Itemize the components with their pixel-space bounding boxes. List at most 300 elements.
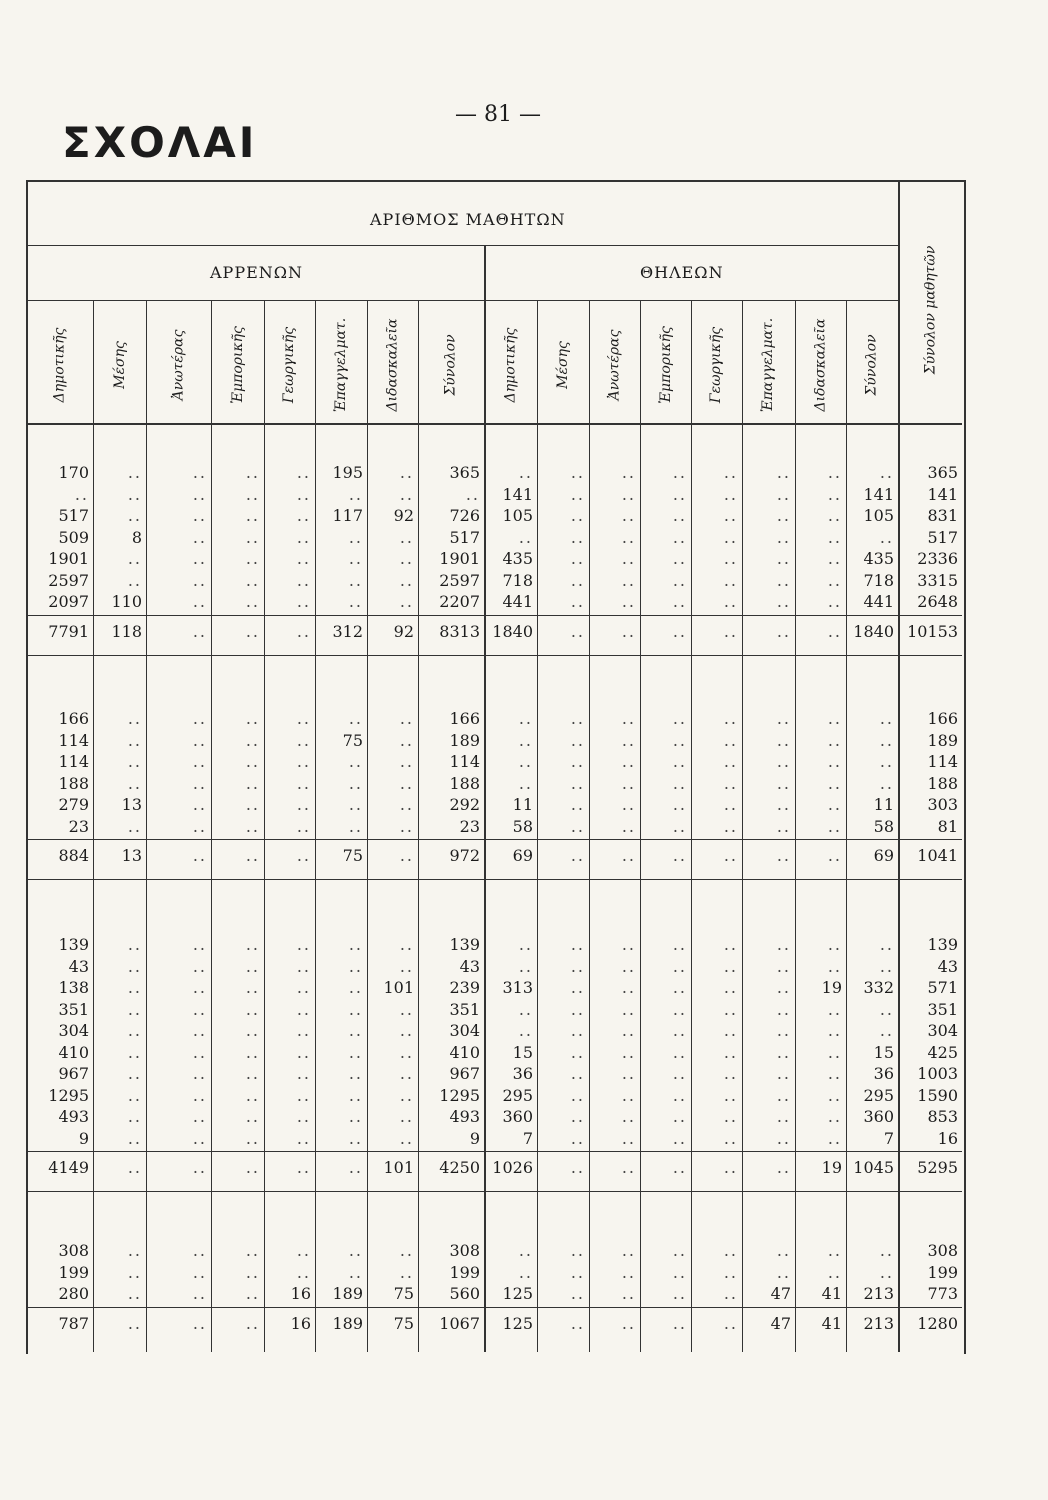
table-cell: .. <box>245 1284 260 1303</box>
table-cell: .. <box>672 1128 687 1148</box>
table-cell: .. <box>399 463 414 482</box>
column-header <box>367 310 418 420</box>
table-cell: 351 <box>927 999 958 1019</box>
table-cell: .. <box>827 816 842 836</box>
table-cell: 11 <box>512 795 533 814</box>
table-cell: .. <box>296 956 311 976</box>
column-header <box>93 310 146 420</box>
table-cell: .. <box>723 1107 738 1126</box>
table-cell: .. <box>570 1128 585 1148</box>
table-cell: .. <box>399 1262 414 1282</box>
table-cell: .. <box>399 1241 414 1260</box>
table-cell: .. <box>776 1042 791 1062</box>
table-cell: .. <box>879 773 894 793</box>
table-cell: .. <box>570 978 585 997</box>
table-cell: .. <box>879 730 894 750</box>
table-cell: 425 <box>927 1042 958 1062</box>
total-cell: .. <box>723 846 738 865</box>
table-cell: 58 <box>512 816 533 836</box>
table-cell: 125 <box>502 1284 533 1303</box>
table-cell: .. <box>127 1284 142 1303</box>
table-cell: .. <box>723 1021 738 1040</box>
table-cell: 195 <box>332 463 363 482</box>
table-cell: .. <box>776 484 791 504</box>
column-header-label: Μέσης <box>111 341 128 389</box>
table-cell: 308 <box>58 1241 89 1260</box>
table-cell: 517 <box>927 527 958 547</box>
table-cell: .. <box>570 1107 585 1126</box>
total-cell: .. <box>672 621 687 641</box>
column-header-label: Μέσης <box>554 341 571 389</box>
table-cell: .. <box>879 999 894 1019</box>
column-header-label: Ἀνωτέρας <box>606 329 623 401</box>
column-header <box>264 310 315 420</box>
table-cell: .. <box>465 484 480 504</box>
subtotal-rule <box>26 1307 962 1308</box>
table-cell: .. <box>723 1064 738 1083</box>
table-cell: .. <box>296 1262 311 1282</box>
table-cell: 435 <box>863 549 894 568</box>
table-cell: .. <box>518 752 533 771</box>
column-header-label: Σύνολον <box>442 334 459 396</box>
table-cell: .. <box>192 1241 207 1260</box>
table-cell: .. <box>827 773 842 793</box>
table-cell: .. <box>192 752 207 771</box>
table-cell: .. <box>621 1042 636 1062</box>
table-cell: 36 <box>873 1064 894 1083</box>
table-cell: .. <box>245 484 260 504</box>
table-cell: .. <box>879 1021 894 1040</box>
table-cell: .. <box>245 795 260 814</box>
column-header <box>537 310 589 420</box>
total-cell: .. <box>672 846 687 865</box>
table-cell: .. <box>296 935 311 954</box>
table-cell: .. <box>621 709 636 728</box>
total-cell: 972 <box>449 846 480 865</box>
total-cell: .. <box>127 1313 142 1333</box>
table-cell: .. <box>296 1107 311 1126</box>
table-cell: 517 <box>449 527 480 547</box>
table-cell: .. <box>192 1128 207 1148</box>
table-cell: .. <box>723 956 738 976</box>
table-cell: .. <box>518 1241 533 1260</box>
table-cell: .. <box>723 592 738 611</box>
table-cell: .. <box>296 730 311 750</box>
table-cell: .. <box>399 570 414 590</box>
table-cell: .. <box>296 1128 311 1148</box>
table-cell: 43 <box>937 956 958 976</box>
total-cell: 75 <box>342 846 363 865</box>
table-cell: 114 <box>58 730 89 750</box>
total-cell: 189 <box>332 1313 363 1333</box>
table-cell: .. <box>621 484 636 504</box>
table-cell: .. <box>192 549 207 568</box>
total-cell: .. <box>245 621 260 641</box>
table-cell: 313 <box>502 978 533 997</box>
table-cell: 141 <box>927 484 958 504</box>
table-cell: .. <box>348 592 363 611</box>
total-cell: 7791 <box>48 621 89 641</box>
total-cell: 787 <box>58 1313 89 1333</box>
total-cell: .. <box>245 1158 260 1177</box>
table-cell: 75 <box>393 1284 414 1303</box>
table-cell: .. <box>776 773 791 793</box>
total-cell: .. <box>192 621 207 641</box>
table-cell: .. <box>776 816 791 836</box>
total-cell: .. <box>672 1158 687 1177</box>
table-cell: .. <box>399 1128 414 1148</box>
total-cell: 69 <box>873 846 894 865</box>
table-cell: 493 <box>58 1107 89 1126</box>
table-cell: .. <box>348 1107 363 1126</box>
table-cell: .. <box>296 709 311 728</box>
table-cell: .. <box>672 795 687 814</box>
table-cell: .. <box>827 527 842 547</box>
table-cell: .. <box>245 1107 260 1126</box>
table-cell: 410 <box>58 1042 89 1062</box>
group-female-label: ΘΗΛΕΩΝ <box>640 263 724 282</box>
table-cell: .. <box>348 816 363 836</box>
table-cell: .. <box>192 978 207 997</box>
total-cell: .. <box>776 621 791 641</box>
table-cell: .. <box>570 730 585 750</box>
total-cell: 1067 <box>439 1313 480 1333</box>
table-cell: .. <box>621 978 636 997</box>
column-header-label: Διδασκαλεῖα <box>384 318 401 412</box>
table-cell: 114 <box>58 752 89 771</box>
table-cell: .. <box>776 752 791 771</box>
column-header-label: Ἐπαγγελματ. <box>760 317 777 413</box>
table-cell: .. <box>879 1262 894 1282</box>
table-cell: 213 <box>863 1284 894 1303</box>
table-cell: .. <box>127 1042 142 1062</box>
table-cell: .. <box>127 935 142 954</box>
total-cell: 4250 <box>439 1158 480 1177</box>
table-cell: .. <box>348 935 363 954</box>
table-cell: 114 <box>449 752 480 771</box>
table-cell: .. <box>245 935 260 954</box>
table-cell: .. <box>827 1064 842 1083</box>
table-cell: 43 <box>68 956 89 976</box>
table-cell: .. <box>348 570 363 590</box>
table-cell: .. <box>127 1107 142 1126</box>
table-cell: .. <box>776 549 791 568</box>
table-cell: 15 <box>873 1042 894 1062</box>
table-cell: .. <box>296 816 311 836</box>
table-cell: .. <box>621 1064 636 1083</box>
table-cell: 139 <box>927 935 958 954</box>
table-cell: .. <box>776 1262 791 1282</box>
table-cell: 726 <box>449 506 480 525</box>
table-cell: .. <box>621 795 636 814</box>
table-cell: 16 <box>937 1128 958 1148</box>
table-cell: 101 <box>383 978 414 997</box>
table-cell: .. <box>672 463 687 482</box>
total-cell: .. <box>827 621 842 641</box>
table-cell: .. <box>672 1042 687 1062</box>
total-cell: .. <box>723 1158 738 1177</box>
table-cell: .. <box>296 1064 311 1083</box>
table-cell: .. <box>348 549 363 568</box>
table-cell: 8 <box>131 527 142 547</box>
table-cell: .. <box>518 730 533 750</box>
table-cell: 853 <box>927 1107 958 1126</box>
table-cell: .. <box>621 592 636 611</box>
table-cell: .. <box>776 1085 791 1105</box>
total-cell: .. <box>296 621 311 641</box>
table-cell: .. <box>672 527 687 547</box>
table-cell: 308 <box>449 1241 480 1260</box>
total-cell: .. <box>776 846 791 865</box>
table-cell: .. <box>827 1262 842 1282</box>
table-cell: 2207 <box>439 592 480 611</box>
column-header-label: Γεωργικῆς <box>708 326 725 404</box>
table-cell: .. <box>296 978 311 997</box>
table-cell: .. <box>192 1064 207 1083</box>
total-cell: .. <box>621 621 636 641</box>
table-cell: .. <box>192 484 207 504</box>
table-cell: .. <box>776 1021 791 1040</box>
table-cell: 41 <box>821 1284 842 1303</box>
table-cell: .. <box>74 484 89 504</box>
table-cell: .. <box>672 816 687 836</box>
table-cell: 435 <box>502 549 533 568</box>
table-caption: ΑΡΙΘΜΟΣ ΜΑΘΗΤΩΝ <box>370 210 566 229</box>
table-cell: .. <box>827 795 842 814</box>
table-cell: 308 <box>927 1241 958 1260</box>
total-cell: 1026 <box>492 1158 533 1177</box>
total-cell: .. <box>827 846 842 865</box>
column-header <box>742 310 795 420</box>
table-cell: .. <box>776 956 791 976</box>
table-cell: .. <box>296 1021 311 1040</box>
total-cell: .. <box>296 846 311 865</box>
total-cell: .. <box>570 621 585 641</box>
table-cell: .. <box>192 1085 207 1105</box>
table-cell: .. <box>827 463 842 482</box>
table-cell: 967 <box>58 1064 89 1083</box>
table-cell: .. <box>192 1262 207 1282</box>
table-cell: .. <box>399 730 414 750</box>
table-cell: .. <box>127 978 142 997</box>
table-cell: 105 <box>863 506 894 525</box>
table-cell: .. <box>570 773 585 793</box>
table-cell: .. <box>723 1284 738 1303</box>
table-cell: .. <box>827 484 842 504</box>
table-cell: .. <box>296 773 311 793</box>
table-cell: .. <box>723 1262 738 1282</box>
table-cell: 410 <box>449 1042 480 1062</box>
table-cell: .. <box>723 978 738 997</box>
table-cell: 189 <box>449 730 480 750</box>
table-cell: 365 <box>927 463 958 482</box>
subtotal-rule <box>26 1151 962 1152</box>
table-cell: .. <box>776 570 791 590</box>
table-cell: .. <box>879 463 894 482</box>
table-cell: .. <box>776 592 791 611</box>
table-cell: 493 <box>449 1107 480 1126</box>
table-cell: .. <box>245 1128 260 1148</box>
table-cell: .. <box>621 1085 636 1105</box>
table-cell: .. <box>672 956 687 976</box>
table-cell: 517 <box>58 506 89 525</box>
table-cell: .. <box>192 463 207 482</box>
table-cell: 16 <box>290 1284 311 1303</box>
table-cell: .. <box>245 730 260 750</box>
table-cell: .. <box>127 773 142 793</box>
column-header <box>795 310 846 420</box>
table-cell: 189 <box>927 730 958 750</box>
table-cell: .. <box>127 484 142 504</box>
table-cell: .. <box>621 1262 636 1282</box>
total-cell: 75 <box>393 1313 414 1333</box>
table-cell: .. <box>192 999 207 1019</box>
total-cell: 41 <box>821 1313 842 1333</box>
table-cell: 141 <box>502 484 533 504</box>
table-cell: .. <box>245 592 260 611</box>
total-cell: .. <box>348 1158 363 1177</box>
table-cell: .. <box>518 1262 533 1282</box>
table-cell: .. <box>127 1262 142 1282</box>
table-cell: .. <box>672 549 687 568</box>
table-cell: .. <box>672 730 687 750</box>
table-cell: 3315 <box>917 570 958 590</box>
table-cell: .. <box>672 484 687 504</box>
table-cell: .. <box>723 463 738 482</box>
table-cell: 360 <box>863 1107 894 1126</box>
table-cell: .. <box>827 1241 842 1260</box>
total-cell: 92 <box>393 621 414 641</box>
table-cell: 170 <box>58 463 89 482</box>
table-cell: .. <box>570 463 585 482</box>
table-cell: .. <box>127 1085 142 1105</box>
table-cell: 560 <box>449 1284 480 1303</box>
table-cell: .. <box>621 506 636 525</box>
table-cell: .. <box>672 752 687 771</box>
table-cell: .. <box>827 1042 842 1062</box>
table-cell: .. <box>621 956 636 976</box>
table-cell: .. <box>827 549 842 568</box>
table-cell: .. <box>348 1042 363 1062</box>
table-cell: .. <box>672 935 687 954</box>
subtotal-rule <box>26 615 962 616</box>
table-cell: .. <box>296 795 311 814</box>
table-cell: .. <box>192 795 207 814</box>
table-cell: .. <box>621 527 636 547</box>
table-cell: .. <box>570 956 585 976</box>
table-cell: 188 <box>58 773 89 793</box>
table-cell: .. <box>399 795 414 814</box>
table-cell: .. <box>672 999 687 1019</box>
table-cell: .. <box>192 1107 207 1126</box>
table-cell: 441 <box>502 592 533 611</box>
total-cell: 8313 <box>439 621 480 641</box>
table-cell: 279 <box>58 795 89 814</box>
block-rule <box>26 879 962 880</box>
total-cell: .. <box>192 1313 207 1333</box>
table-cell: .. <box>518 999 533 1019</box>
table-cell: .. <box>827 752 842 771</box>
table-cell: .. <box>296 549 311 568</box>
table-cell: 13 <box>121 795 142 814</box>
table-cell: .. <box>348 527 363 547</box>
table-cell: .. <box>723 999 738 1019</box>
table-cell: .. <box>570 816 585 836</box>
column-header-label: Διδασκαλεῖα <box>812 318 829 412</box>
grand-total-header-label: Σύνολον μαθητῶν <box>922 245 938 375</box>
table-cell: .. <box>827 999 842 1019</box>
table-cell: 105 <box>502 506 533 525</box>
table-cell: .. <box>245 1085 260 1105</box>
table-cell: .. <box>570 999 585 1019</box>
total-cell: 19 <box>821 1158 842 1177</box>
table-cell: 831 <box>927 506 958 525</box>
table-cell: 188 <box>449 773 480 793</box>
table-cell: .. <box>570 1241 585 1260</box>
table-cell: .. <box>621 1128 636 1148</box>
table-cell: .. <box>723 1128 738 1148</box>
table-cell: .. <box>296 527 311 547</box>
table-cell: .. <box>296 592 311 611</box>
group-male-label: ΑΡΡΕΝΩΝ <box>210 263 304 282</box>
total-cell: .. <box>245 846 260 865</box>
table-cell: .. <box>723 730 738 750</box>
table-cell: 2097 <box>48 592 89 611</box>
total-cell: .. <box>192 1158 207 1177</box>
table-cell: .. <box>192 1284 207 1303</box>
total-cell: 10153 <box>907 621 958 641</box>
table-cell: .. <box>245 1241 260 1260</box>
total-cell: 4149 <box>48 1158 89 1177</box>
table-cell: 43 <box>459 956 480 976</box>
table-cell: .. <box>518 956 533 976</box>
table-cell: .. <box>296 506 311 525</box>
table-cell: .. <box>570 506 585 525</box>
table-cell: .. <box>127 709 142 728</box>
table-cell: 295 <box>863 1085 894 1105</box>
table-cell: 1295 <box>439 1085 480 1105</box>
table-cell: .. <box>245 549 260 568</box>
table-cell: 967 <box>449 1064 480 1083</box>
table-cell: .. <box>245 570 260 590</box>
table-cell: .. <box>399 935 414 954</box>
column-header-label: Ἐμπορικῆς <box>657 326 674 404</box>
table-cell: 295 <box>502 1085 533 1105</box>
total-cell: 47 <box>770 1313 791 1333</box>
table-cell: .. <box>570 1284 585 1303</box>
table-cell: .. <box>518 527 533 547</box>
table-cell: .. <box>245 463 260 482</box>
table-cell: .. <box>399 999 414 1019</box>
table-cell: .. <box>399 1085 414 1105</box>
table-cell: .. <box>245 773 260 793</box>
table-cell: 7 <box>883 1128 894 1148</box>
table-cell: .. <box>399 1064 414 1083</box>
table-cell: .. <box>348 999 363 1019</box>
table-cell: .. <box>127 1064 142 1083</box>
table-cell: .. <box>723 773 738 793</box>
table-cell: .. <box>245 1042 260 1062</box>
table-cell: .. <box>570 1021 585 1040</box>
table-cell: 92 <box>393 506 414 525</box>
table-cell: .. <box>127 730 142 750</box>
table-cell: 239 <box>449 978 480 997</box>
table-cell: .. <box>672 1262 687 1282</box>
table-cell: .. <box>348 978 363 997</box>
total-cell: 16 <box>290 1313 311 1333</box>
table-cell: .. <box>776 527 791 547</box>
column-header <box>315 310 367 420</box>
